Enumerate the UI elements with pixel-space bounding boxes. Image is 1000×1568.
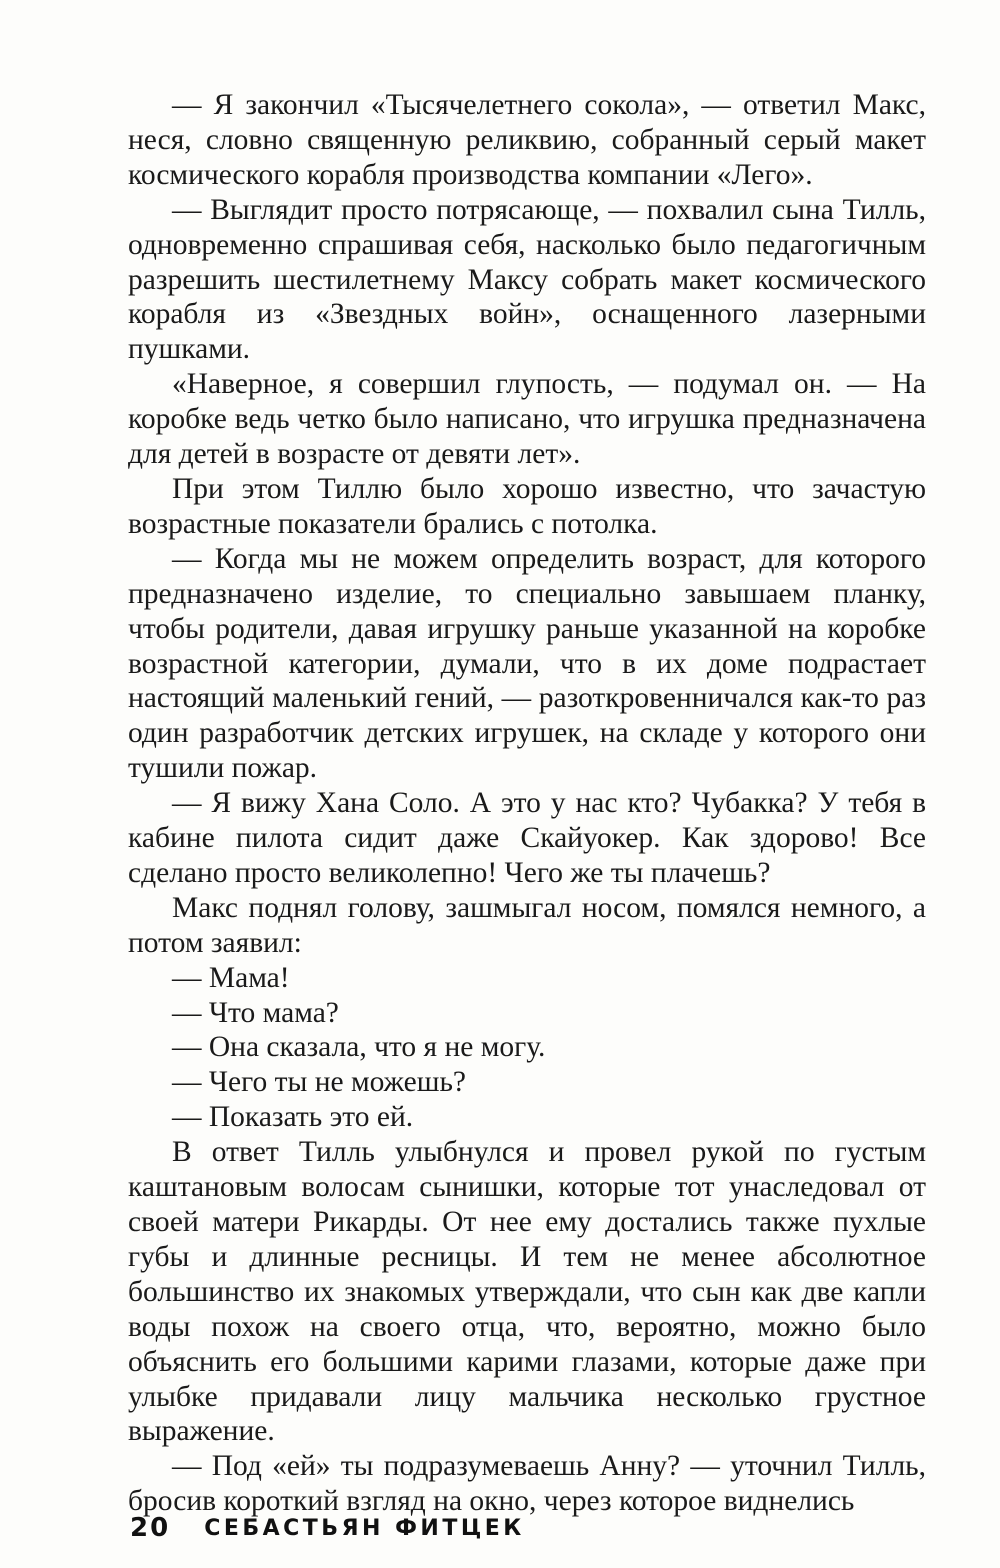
paragraph: При этом Тиллю было хорошо известно, что зачастую возрастные показатели брались с потолка. bbox=[128, 472, 926, 540]
running-head: СЕБАСТЬЯН ФИТЦЕК bbox=[204, 1515, 525, 1541]
page-footer bbox=[130, 1508, 525, 1548]
paragraph: — Я закончил «Тысячелетнего сокола», — ответил Макс, неся, словно священную реликвию, собранный серый макет космического корабля производства компании «Лего». bbox=[128, 89, 926, 191]
paragraph: — Что мама? bbox=[172, 996, 339, 1029]
paragraph: — Чего ты не можешь? bbox=[172, 1066, 467, 1099]
paragraph: Макс поднял голову, зашмыгал носом, помялся немного, а потом заявил: bbox=[128, 891, 926, 959]
paragraph: — Мама! bbox=[172, 961, 290, 994]
paragraph: «Наверное, я совершил глупость, — подумал он. — На коробке ведь четко было написано, что игрушка предназначена для детей в возрасте от девяти лет». bbox=[128, 368, 926, 471]
body-text bbox=[128, 88, 926, 1519]
paragraph: — Показать это ей. bbox=[172, 1101, 414, 1134]
page-number: 20 bbox=[130, 1513, 171, 1543]
paragraph: — Она сказала, что я не могу. bbox=[172, 1031, 546, 1064]
paragraph: — Когда мы не можем определить возраст, для которого предназначено изделие, то специально завышаем планку, чтобы родители, давая игрушку раньше указанной на коробке возрастной категории, думали, что в их доме подрастает настоящий маленький гений, — разоткровенничался как-то раз один разработчик детских игрушек, на складе у которого они тушили пожар. bbox=[128, 542, 926, 785]
paragraph: — Под «ей» ты подразумеваешь Анну? — уточнил Тилль, бросив короткий взгляд на окно, через которое виднелись bbox=[128, 1450, 926, 1518]
paragraph: В ответ Тилль улыбнулся и провел рукой по густым каштановым волосам сынишки, которые тот унаследовал от своей матери Рикарды. От нее ему достались также пухлые губы и длинные ресницы. И тем не менее абсолютное большинство их знакомых утверждали, что сын как две капли воды похож на своего отца, что, вероятно, можно было объяснить его большими карими глазами, которые даже при улыбке придавали лицу мальчика несколько грустное выражение. bbox=[128, 1136, 926, 1448]
paragraph: — Выглядит просто потрясающе, — похвалил сына Тилль, одновременно спрашивая себя, насколько было педагогичным разрешить шестилетнему Максу собрать макет космического корабля из «Звездных войн», оснащенного лазерными пушками. bbox=[128, 193, 926, 366]
paragraph: — Я вижу Хана Соло. А это у нас кто? Чубакка? У тебя в кабине пилота сидит даже Скайуокер. Как здорово! Все сделано просто великолепно! Чего же ты плачешь? bbox=[128, 787, 926, 889]
